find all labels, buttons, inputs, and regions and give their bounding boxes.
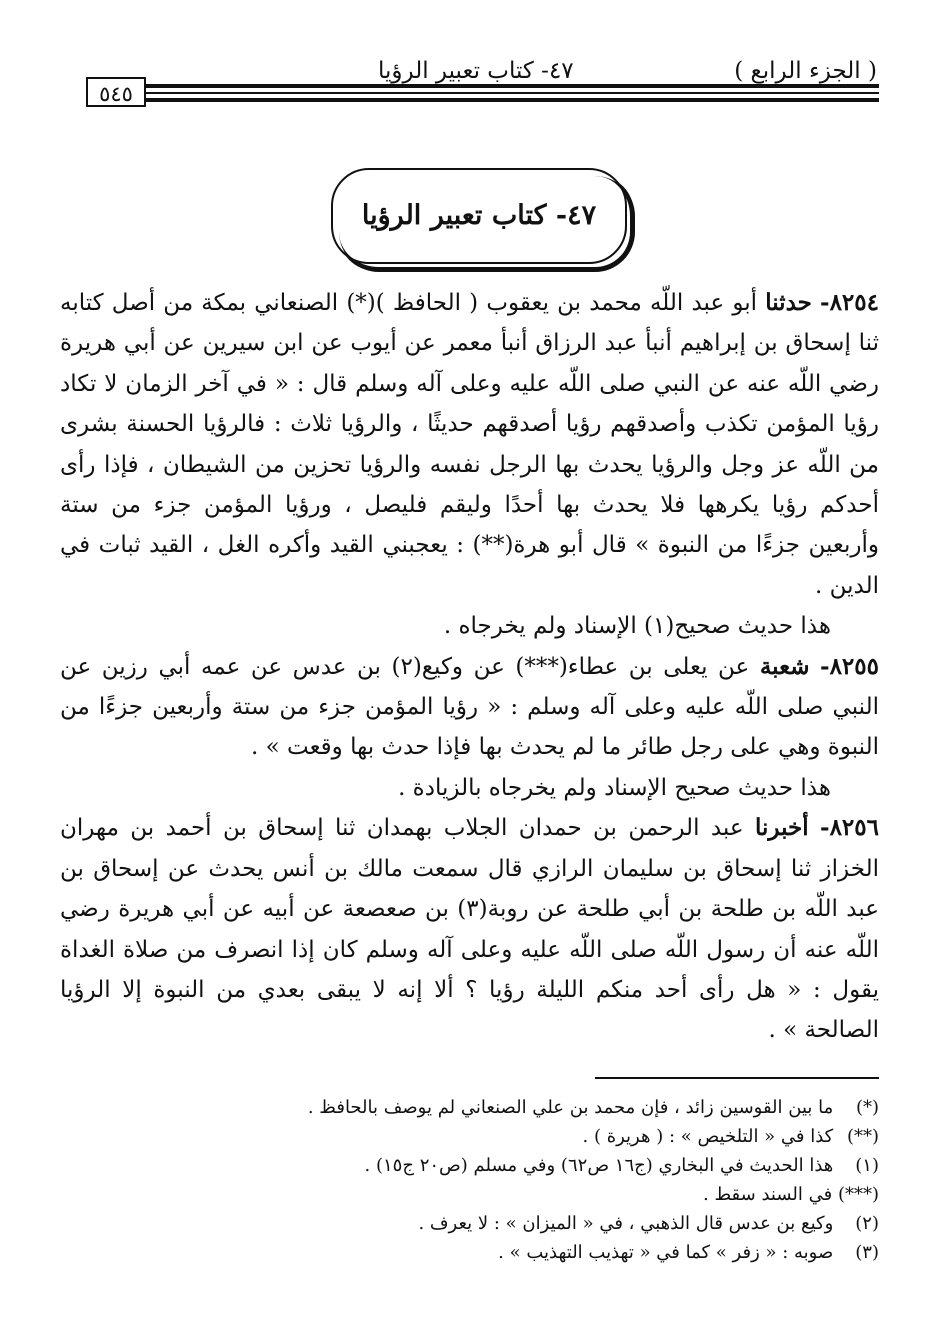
footnote-text: وكيع بن عدس قال الذهبي ، في « الميزان » : لا يعرف . xyxy=(418,1213,834,1234)
hadith-paragraph xyxy=(60,283,879,606)
hadith-verdict: هذا حديث صحيح(١) الإسناد ولم يخرجاه . xyxy=(443,613,831,640)
hadith-paragraph xyxy=(60,647,879,768)
footnote-mark: (***) xyxy=(837,1184,879,1205)
footnote-mark: (١) xyxy=(855,1155,879,1176)
footnote-mark: (٢) xyxy=(855,1213,879,1234)
hadith-keyword: حدثنا xyxy=(765,289,812,316)
hadith-text: أبو عبد اللّه محمد بن يعقوب ( الحافظ )(*) الصنعاني بمكة من أصل كتابه ثنا إسحاق بن إبراهيم أنبأ عبد الرزاق أنبأ معمر عن أيوب عن ابن سيرين عن أبي هريرة رضي اللّه عنه عن النبي صلى اللّه عليه وعلى آله وسلم قال : « في آخر الزمان لا تكاد رؤيا المؤمن تكذب وأصدقهم رؤيا أصدقهم حديثًا ، والرؤيا ثلاث : فالرؤيا الحسنة بشرى من اللّه عز وجل والرؤيا يحدث بها الرجل نفسه والرؤيا تحزين من الشيطان ، فإذا رأى أحدكم رؤيا يكرهها فلا يحدث بها أحدًا وليقم فليصل ، ورؤيا المؤمن جزء من ستة وأربعين جزءًا من النبوة » قال أبو هرة(**) : يعجبني القيد وأكره الغل ، القيد ثبات في الدين . xyxy=(60,290,879,599)
footnote xyxy=(60,1122,879,1151)
hadith-number: ٨٢٥٤- xyxy=(820,289,879,316)
page-number: ٥٤٥ xyxy=(86,77,146,107)
chapter-title: ٤٧- كتاب تعبير الرؤيا xyxy=(361,200,597,231)
running-header-book: ٤٧- كتاب تعبير الرؤيا xyxy=(378,58,574,84)
main-text xyxy=(60,283,879,1051)
hadith-number: ٨٢٥٦- xyxy=(820,814,879,842)
header-rule xyxy=(146,92,879,94)
hadith-keyword: أخبرنا xyxy=(754,814,809,842)
footnote-text: كذا في « التلخيص » : ( هريرة ) . xyxy=(582,1126,834,1147)
footnote xyxy=(60,1180,879,1209)
footnote-mark: (**) xyxy=(846,1126,879,1147)
footnote-text: هذا الحديث في البخاري (ج١٦ ص٦٢) وفي مسلم (ص٢٠ ج١٥) . xyxy=(364,1155,834,1176)
footnote xyxy=(60,1151,879,1180)
footnote-text: في السند سقط . xyxy=(703,1184,833,1205)
hadith-keyword: شعبة xyxy=(759,652,810,680)
hadith-text: عبد الرحمن بن حمدان الجلاب بهمدان ثنا إسحاق بن أحمد بن مهران الخزاز ثنا إسحاق بن سليمان الرازي قال سمعت مالك بن أنس يحدث عن إسحاق بن عبد اللّه بن طلحة بن أبي طلحة عن روبة(٣) بن صعصعة عن أبيه عن أبي هريرة رضي اللّه عنه أن رسول اللّه صلى اللّه عليه وعلى آله وسلم كان إذا انصرف من صلاة الغداة يقول : « هل رأى أحد منكم الليلة رؤيا ؟ ألا إنه لا يبقى بعدي من النبوة إلا الرؤيا الصالحة » . xyxy=(60,815,880,1044)
footnote-text: صوبه : « زفر » كما في « تهذيب التهذيب » . xyxy=(498,1242,834,1263)
footnote xyxy=(60,1093,879,1122)
header-rule xyxy=(146,84,879,88)
footnote-mark: (*) xyxy=(855,1097,879,1118)
hadith-number: ٨٢٥٥- xyxy=(820,652,879,680)
footnote-mark: (٣) xyxy=(855,1242,879,1263)
footnote xyxy=(60,1238,879,1267)
header-rule xyxy=(146,98,879,102)
chapter-title-frame xyxy=(331,168,627,264)
footnotes xyxy=(60,1093,879,1267)
running-header-volume: ( الجزء الرابع ) xyxy=(734,58,877,84)
footnote xyxy=(60,1209,879,1238)
hadith-paragraph xyxy=(60,808,879,1050)
hadith-verdict: هذا حديث صحيح الإسناد ولم يخرجاه بالزيادة . xyxy=(398,774,831,801)
hadith-text: عن يعلى بن عطاء(***) عن وكيع(٢) بن عدس عن عمه أبي رزين عن النبي صلى اللّه عليه وعلى آله وسلم : « رؤيا المؤمن جزء من ستة وأربعين جزءًا من النبوة وهي على رجل طائر ما لم يحدث بها فإذا حدث بها وقعت » . xyxy=(60,653,879,761)
footnote-text: ما بين القوسين زائد ، فإن محمد بن علي الصنعاني لم يوصف بالحافظ . xyxy=(307,1097,834,1118)
footnote-separator xyxy=(595,1077,879,1079)
